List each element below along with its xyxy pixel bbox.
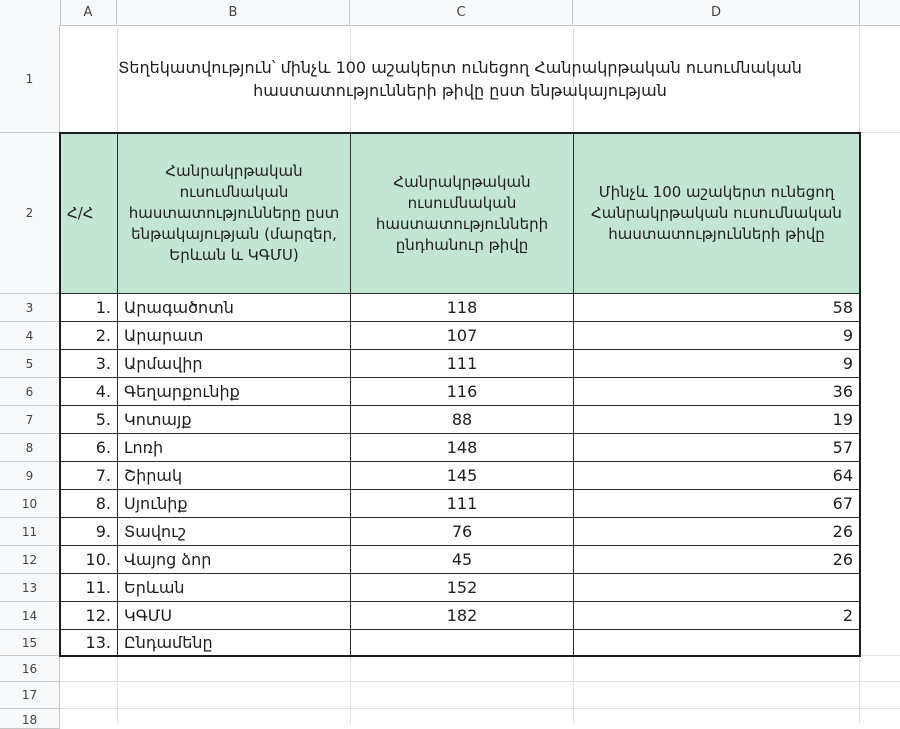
table-row-total (61, 630, 860, 656)
row-header-15[interactable]: 15 (0, 630, 60, 656)
row-header-17[interactable]: 17 (0, 682, 60, 709)
cell-number[interactable]: 8. (61, 490, 118, 518)
column-header-c[interactable]: C (350, 0, 573, 25)
cell-total[interactable] (351, 630, 574, 656)
table-header-row (61, 134, 860, 294)
row-header-5[interactable]: 5 (0, 350, 60, 378)
column-header-bar (0, 0, 900, 26)
cell-region-name[interactable]: Տավուշ (118, 518, 351, 546)
cell-total[interactable]: 116 (351, 378, 574, 406)
cell-small[interactable]: 19 (574, 406, 860, 434)
row-header-10[interactable]: 10 (0, 490, 60, 518)
cell-region-name[interactable]: Շիրակ (118, 462, 351, 490)
cell-number[interactable]: 7. (61, 462, 118, 490)
cell-region-name[interactable]: Կոտայք (118, 406, 351, 434)
cell-total[interactable]: 145 (351, 462, 574, 490)
cell-small[interactable]: 36 (574, 378, 860, 406)
row-header-12[interactable]: 12 (0, 546, 60, 574)
table-row (61, 378, 860, 406)
data-table (60, 133, 860, 656)
table-row (61, 574, 860, 602)
cell-small[interactable]: 26 (574, 518, 860, 546)
column-header-a[interactable]: A (60, 0, 117, 25)
cell-small[interactable] (574, 630, 860, 656)
grid-line (573, 656, 574, 724)
row-header-11[interactable]: 11 (0, 518, 60, 546)
table-row (61, 462, 860, 490)
cell-total[interactable]: 107 (351, 322, 574, 350)
row-header-9[interactable]: 9 (0, 462, 60, 490)
cell-total[interactable]: 111 (351, 350, 574, 378)
cell-number[interactable]: 4. (61, 378, 118, 406)
table-row (61, 294, 860, 322)
header-cell-small[interactable]: Մինչև 100 աշակերտ ունեցող Հանրակրթական ուսումնական հաստատությունների թիվը (574, 134, 860, 294)
row-header-3[interactable]: 3 (0, 294, 60, 322)
cell-region-name[interactable]: Վայոց ձոր (118, 546, 351, 574)
cell-total[interactable]: 45 (351, 546, 574, 574)
sheet-title: Տեղեկատվություն՝ մինչև 100 աշակերտ ունեցող Հանրակրթական ուսումնական հաստատությունների թիվը ըստ ենթակայության (118, 58, 802, 100)
row-header-16[interactable]: 16 (0, 656, 60, 682)
cell-total[interactable]: 182 (351, 602, 574, 630)
sheet-title-cell[interactable] (60, 26, 860, 132)
cell-number[interactable]: 9. (61, 518, 118, 546)
row-header-14[interactable]: 14 (0, 602, 60, 630)
table-row (61, 490, 860, 518)
table-row (61, 518, 860, 546)
row-header-7[interactable]: 7 (0, 406, 60, 434)
column-header-d[interactable]: D (573, 0, 860, 25)
row-header-8[interactable]: 8 (0, 434, 60, 462)
cell-number[interactable]: 10. (61, 546, 118, 574)
cell-small[interactable]: 9 (574, 350, 860, 378)
table-row (61, 602, 860, 630)
cell-total[interactable]: 118 (351, 294, 574, 322)
cell-number[interactable]: 2. (61, 322, 118, 350)
cell-small[interactable]: 9 (574, 322, 860, 350)
row-header-6[interactable]: 6 (0, 378, 60, 406)
cell-total[interactable]: 76 (351, 518, 574, 546)
row-header-4[interactable]: 4 (0, 322, 60, 350)
cell-number[interactable]: 11. (61, 574, 118, 602)
header-cell-region[interactable]: Հանրակրթական ուսումնական հաստատությունները ըստ ենթակայության (մարզեր, Երևան և ԿԳՄՍ) (118, 134, 351, 294)
table-row (61, 406, 860, 434)
select-all-corner[interactable] (0, 0, 61, 25)
cell-small[interactable]: 64 (574, 462, 860, 490)
row-header-18[interactable]: 18 (0, 709, 60, 729)
cell-number[interactable]: 5. (61, 406, 118, 434)
cell-region-name[interactable]: Արագածոտն (118, 294, 351, 322)
cell-total[interactable]: 152 (351, 574, 574, 602)
table-row (61, 350, 860, 378)
cell-region-name[interactable]: Արարատ (118, 322, 351, 350)
cell-number[interactable]: 3. (61, 350, 118, 378)
cell-small[interactable]: 58 (574, 294, 860, 322)
grid-line (350, 656, 351, 724)
cell-region-name[interactable]: Երևան (118, 574, 351, 602)
cell-total[interactable]: 111 (351, 490, 574, 518)
cell-total[interactable]: 148 (351, 434, 574, 462)
cell-small[interactable] (574, 574, 860, 602)
cell-small[interactable]: 2 (574, 602, 860, 630)
cell-region-name[interactable]: Գեղարքունիք (118, 378, 351, 406)
cell-region-name[interactable]: Լոռի (118, 434, 351, 462)
cell-region-name[interactable]: Արմավիր (118, 350, 351, 378)
cell-region-name[interactable]: Ընդամենը (118, 630, 351, 656)
cell-small[interactable]: 67 (574, 490, 860, 518)
cell-number[interactable]: 6. (61, 434, 118, 462)
header-cell-total[interactable]: Հանրակրթական ուսումնական հաստատությունների ընդհանուր թիվը (351, 134, 574, 294)
cell-region-name[interactable]: Սյունիք (118, 490, 351, 518)
row-header-13[interactable]: 13 (0, 574, 60, 602)
row-header-2[interactable]: 2 (0, 133, 60, 294)
row-header-1[interactable]: 1 (0, 25, 60, 133)
table-row (61, 434, 860, 462)
header-cell-sn[interactable]: Հ/Հ (61, 134, 118, 294)
cell-number[interactable]: 12. (61, 602, 118, 630)
cell-small[interactable]: 57 (574, 434, 860, 462)
cell-region-name[interactable]: ԿԳՄՍ (118, 602, 351, 630)
grid-line (60, 708, 900, 709)
table-row (61, 322, 860, 350)
table-row (61, 546, 860, 574)
cell-number[interactable]: 1. (61, 294, 118, 322)
grid-line (117, 656, 118, 724)
grid-line (60, 681, 900, 682)
cell-number[interactable]: 13. (61, 630, 118, 656)
cell-total[interactable]: 88 (351, 406, 574, 434)
cell-small[interactable]: 26 (574, 546, 860, 574)
column-header-b[interactable]: B (117, 0, 350, 25)
